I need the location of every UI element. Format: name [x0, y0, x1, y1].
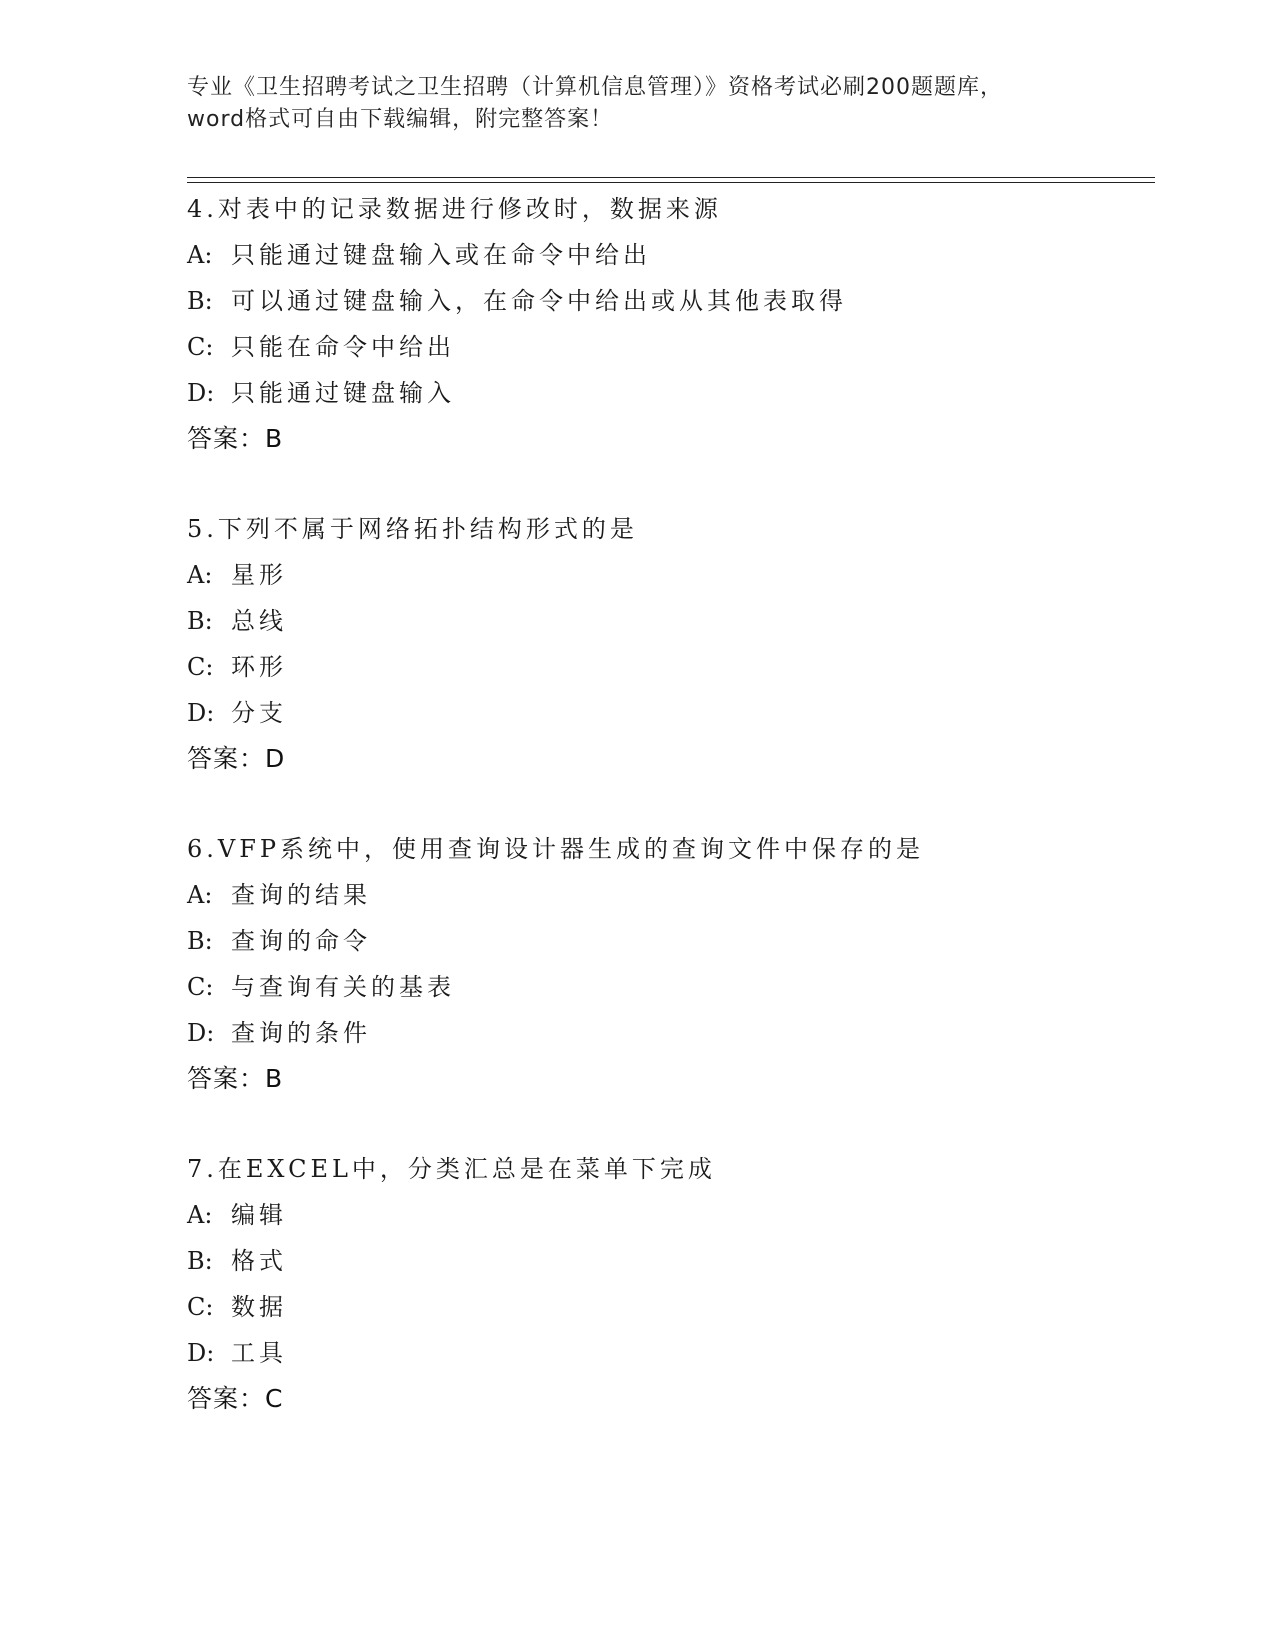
option-letter: C:: [187, 653, 214, 681]
option-letter: D:: [187, 379, 215, 407]
option-letter: C:: [187, 1293, 214, 1321]
option-letter: A:: [187, 241, 213, 269]
option-text: 编辑: [231, 1201, 287, 1229]
option-letter: B:: [187, 607, 213, 635]
option-d: [187, 370, 1167, 416]
option-a: [187, 872, 1167, 918]
option-letter: B:: [187, 287, 213, 315]
option-text: 与查询有关的基表: [231, 973, 455, 1001]
option-a: [187, 1192, 1167, 1238]
header-divider-bottom: [187, 182, 1155, 183]
option-text: 环形: [231, 653, 287, 681]
option-b: [187, 278, 1167, 324]
option-letter: D:: [187, 1019, 215, 1047]
option-c: [187, 964, 1167, 1010]
option-letter: A:: [187, 881, 213, 909]
option-text: 查询的命令: [231, 927, 371, 955]
option-text: 分支: [231, 699, 287, 727]
option-b: [187, 918, 1167, 964]
option-letter: C:: [187, 333, 214, 361]
option-text: 工具: [231, 1339, 287, 1367]
question-7: [187, 1146, 1167, 1422]
answer-line: 答案：C: [187, 1384, 284, 1413]
option-a: [187, 232, 1167, 278]
question-stem: 4.对表中的记录数据进行修改时，数据来源: [187, 195, 722, 223]
option-b: [187, 598, 1167, 644]
option-letter: D:: [187, 1339, 215, 1367]
option-text: 只能通过键盘输入或在命令中给出: [231, 241, 651, 269]
option-text: 只能在命令中给出: [231, 333, 455, 361]
option-letter: A:: [187, 561, 213, 589]
question-5: [187, 506, 1167, 782]
option-d: [187, 1010, 1167, 1056]
option-letter: C:: [187, 973, 214, 1001]
option-text: 星形: [231, 561, 287, 589]
question-4: [187, 186, 1167, 462]
option-c: [187, 1284, 1167, 1330]
question-stem: 5.下列不属于网络拓扑结构形式的是: [187, 515, 638, 543]
option-b: [187, 1238, 1167, 1284]
option-letter: B:: [187, 1247, 213, 1275]
option-text: 查询的结果: [231, 881, 371, 909]
header-line-2: word格式可自由下载编辑，附完整答案！: [187, 107, 614, 132]
option-d: [187, 1330, 1167, 1376]
question-6: [187, 826, 1167, 1102]
option-d: [187, 690, 1167, 736]
answer-line: 答案：B: [187, 424, 284, 453]
option-letter: D:: [187, 699, 215, 727]
answer-line: 答案：B: [187, 1064, 284, 1093]
header-divider-top: [187, 177, 1155, 178]
option-letter: B:: [187, 927, 213, 955]
option-text: 可以通过键盘输入，在命令中给出或从其他表取得: [231, 287, 847, 315]
option-text: 查询的条件: [231, 1019, 371, 1047]
option-c: [187, 644, 1167, 690]
option-text: 只能通过键盘输入: [231, 379, 455, 407]
option-letter: A:: [187, 1201, 213, 1229]
question-stem: 6.VFP系统中，使用查询设计器生成的查询文件中保存的是: [187, 835, 925, 863]
option-c: [187, 324, 1167, 370]
question-stem: 7.在EXCEL中，分类汇总是在菜单下完成: [187, 1155, 716, 1183]
option-text: 数据: [231, 1293, 287, 1321]
document-header: [187, 72, 1087, 136]
option-text: 总线: [231, 607, 287, 635]
option-a: [187, 552, 1167, 598]
header-line-1: 专业《卫生招聘考试之卫生招聘（计算机信息管理）》资格考试必刷200题题库，: [187, 75, 1003, 100]
answer-line: 答案：D: [187, 744, 286, 773]
option-text: 格式: [231, 1247, 287, 1275]
